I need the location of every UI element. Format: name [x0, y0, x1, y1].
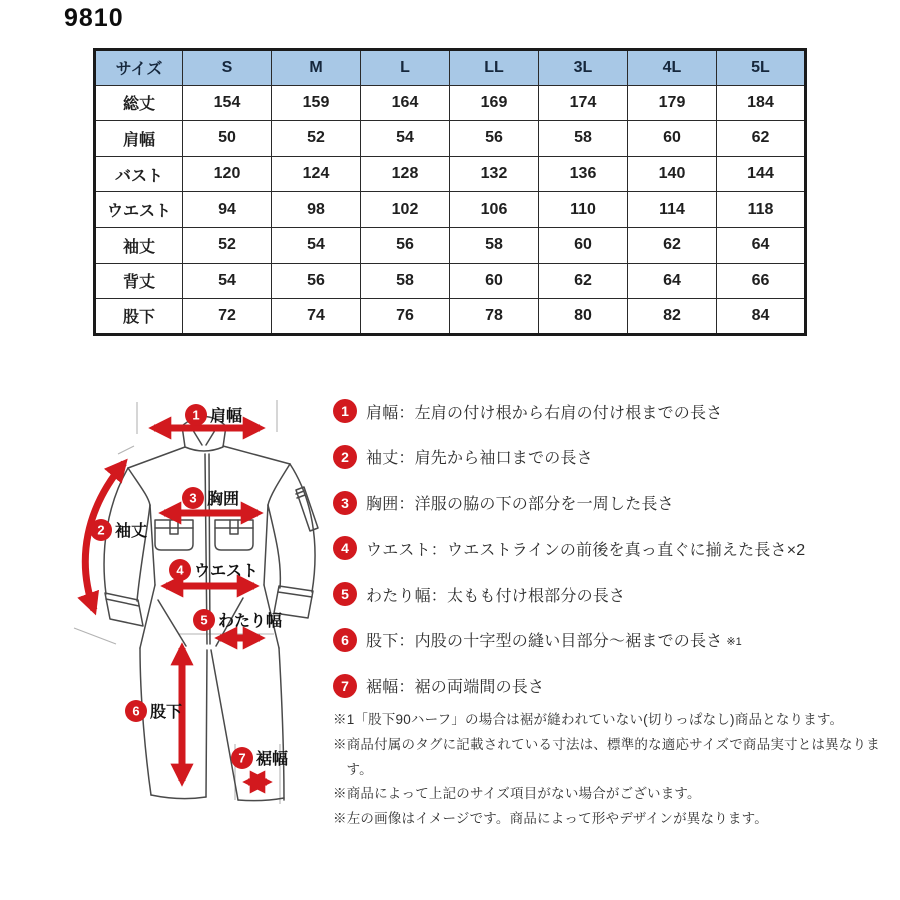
- size-cell: 64: [628, 263, 717, 299]
- legend-text: わたり幅：太もも付け根部分の長さ: [366, 587, 626, 605]
- size-cell: 159: [272, 85, 361, 121]
- size-cell: 60: [539, 227, 628, 263]
- size-cell: 98: [272, 192, 361, 228]
- legend-item-5: [333, 582, 899, 606]
- size-cell: 114: [628, 192, 717, 228]
- legend-badge-5: 5: [333, 582, 357, 606]
- size-cell: 144: [717, 156, 806, 192]
- coverall-outline: [104, 417, 318, 801]
- row-label: ウエスト: [95, 192, 183, 228]
- size-table-header-cell: 3L: [539, 50, 628, 86]
- size-cell: 132: [450, 156, 539, 192]
- table-row: [95, 121, 806, 157]
- size-cell: 124: [272, 156, 361, 192]
- legend-badge-2: 2: [333, 445, 357, 469]
- measure-badge-7: [231, 747, 288, 769]
- size-cell: 58: [539, 121, 628, 157]
- size-cell: 56: [450, 121, 539, 157]
- legend-item-4: [333, 536, 899, 560]
- svg-text:4: 4: [176, 562, 184, 578]
- row-label: 背丈: [95, 263, 183, 299]
- svg-text:肩幅: 肩幅: [210, 408, 243, 425]
- size-cell: 54: [183, 263, 272, 299]
- footnote: ※商品付属のタグに記載されている寸法は、標準的な適応サイズで商品実寸とは異なります。: [333, 736, 880, 777]
- footnote: ※商品によって上記のサイズ項目がない場合がございます。: [333, 786, 701, 802]
- table-row: [95, 227, 806, 263]
- svg-text:6: 6: [132, 703, 140, 719]
- row-label: バスト: [95, 156, 183, 192]
- size-cell: 64: [717, 227, 806, 263]
- size-cell: 78: [450, 299, 539, 335]
- size-cell: 136: [539, 156, 628, 192]
- size-table-header-cell: 5L: [717, 50, 806, 86]
- legend-item-6: [333, 628, 899, 652]
- size-cell: 76: [361, 299, 450, 335]
- size-cell: 128: [361, 156, 450, 192]
- legend-text: 肩幅：左肩の付け根から右肩の付け根までの長さ: [366, 404, 723, 422]
- svg-text:2: 2: [97, 522, 105, 538]
- row-label: 総丈: [95, 85, 183, 121]
- legend-text: 裾幅：裾の両端間の長さ: [366, 679, 545, 697]
- size-cell: 62: [717, 121, 806, 157]
- size-cell: 62: [628, 227, 717, 263]
- legend-item-1: [333, 399, 899, 423]
- svg-text:7: 7: [238, 750, 246, 766]
- table-row: [95, 156, 806, 192]
- size-cell: 52: [272, 121, 361, 157]
- size-table-header-cell: サイズ: [95, 50, 183, 86]
- size-cell: 56: [361, 227, 450, 263]
- size-table-header-cell: LL: [450, 50, 539, 86]
- legend-item-7: [333, 674, 899, 698]
- size-cell: 120: [183, 156, 272, 192]
- table-row: [95, 85, 806, 121]
- size-table-header-cell: M: [272, 50, 361, 86]
- measure-badge-2: [90, 519, 147, 541]
- svg-text:3: 3: [189, 490, 197, 506]
- measure-guides: [74, 400, 283, 804]
- table-row: [95, 299, 806, 335]
- size-cell: 106: [450, 192, 539, 228]
- legend-badge-1: 1: [333, 399, 357, 423]
- row-label: 袖丈: [95, 227, 183, 263]
- legend-badge-6: 6: [333, 628, 357, 652]
- measure-badge-4: [169, 559, 258, 581]
- legend-text: ウエスト：ウエストラインの前後を真っ直ぐに揃えた長さ×2: [366, 541, 806, 559]
- size-cell: 58: [450, 227, 539, 263]
- row-label: 股下: [95, 299, 183, 335]
- size-cell: 84: [717, 299, 806, 335]
- legend-text: 袖丈：肩先から袖口までの長さ: [366, 450, 593, 468]
- legend-text: 股下：内股の十字型の縫い目部分～裾までの長さ: [366, 633, 723, 651]
- svg-text:股下: 股下: [150, 704, 183, 721]
- size-cell: 66: [717, 263, 806, 299]
- size-cell: 94: [183, 192, 272, 228]
- coverall-diagram-icon: [70, 388, 340, 828]
- row-label: 肩幅: [95, 121, 183, 157]
- size-cell: 184: [717, 85, 806, 121]
- legend-note: ※1: [726, 636, 742, 649]
- size-cell: 60: [450, 263, 539, 299]
- size-cell: 154: [183, 85, 272, 121]
- size-cell: 118: [717, 192, 806, 228]
- size-cell: 54: [272, 227, 361, 263]
- size-table: [93, 48, 807, 336]
- size-cell: 50: [183, 121, 272, 157]
- legend-item-3: [333, 491, 899, 515]
- size-cell: 82: [628, 299, 717, 335]
- size-cell: 54: [361, 121, 450, 157]
- size-cell: 56: [272, 263, 361, 299]
- table-row: [95, 263, 806, 299]
- size-cell: 140: [628, 156, 717, 192]
- garment-measurement-diagram: [70, 388, 340, 828]
- svg-text:わたり幅: わたり幅: [218, 613, 283, 630]
- size-table-header-cell: S: [183, 50, 272, 86]
- svg-text:裾幅: 裾幅: [256, 751, 289, 768]
- size-cell: 62: [539, 263, 628, 299]
- size-cell: 60: [628, 121, 717, 157]
- legend-item-2: [333, 445, 899, 469]
- size-table-header-row: [95, 50, 806, 86]
- measure-badge-5: [193, 609, 282, 631]
- svg-text:袖丈: 袖丈: [115, 523, 148, 540]
- size-cell: 164: [361, 85, 450, 121]
- size-cell: 52: [183, 227, 272, 263]
- size-cell: 74: [272, 299, 361, 335]
- svg-text:1: 1: [192, 407, 200, 423]
- measure-badge-3: [182, 487, 239, 509]
- size-cell: 72: [183, 299, 272, 335]
- svg-text:胸囲: 胸囲: [207, 491, 240, 508]
- size-cell: 102: [361, 192, 450, 228]
- footnote: ※1「股下90ハーフ」の場合は裾が縫われていない(切りっぱなし)商品となります。: [333, 712, 844, 727]
- measure-badge-1: [185, 404, 242, 426]
- size-cell: 169: [450, 85, 539, 121]
- svg-text:5: 5: [200, 612, 208, 628]
- measure-badge-6: [125, 700, 182, 722]
- legend-text: 胸囲：洋服の脇の下の部分を一周した長さ: [366, 496, 674, 514]
- size-cell: 58: [361, 263, 450, 299]
- product-code: 9810: [64, 4, 124, 32]
- table-row: [95, 192, 806, 228]
- size-cell: 110: [539, 192, 628, 228]
- size-cell: 179: [628, 85, 717, 121]
- legend-badge-3: 3: [333, 491, 357, 515]
- size-table-header-cell: L: [361, 50, 450, 86]
- size-table-header-cell: 4L: [628, 50, 717, 86]
- measurement-legend: [333, 399, 899, 720]
- footnote: ※左の画像はイメージです。商品によって形やデザインが異なります。: [333, 811, 768, 827]
- svg-text:ウエスト: ウエスト: [194, 563, 259, 580]
- size-cell: 80: [539, 299, 628, 335]
- footnotes: [333, 708, 889, 832]
- legend-badge-4: 4: [333, 536, 357, 560]
- legend-badge-7: 7: [333, 674, 357, 698]
- size-cell: 174: [539, 85, 628, 121]
